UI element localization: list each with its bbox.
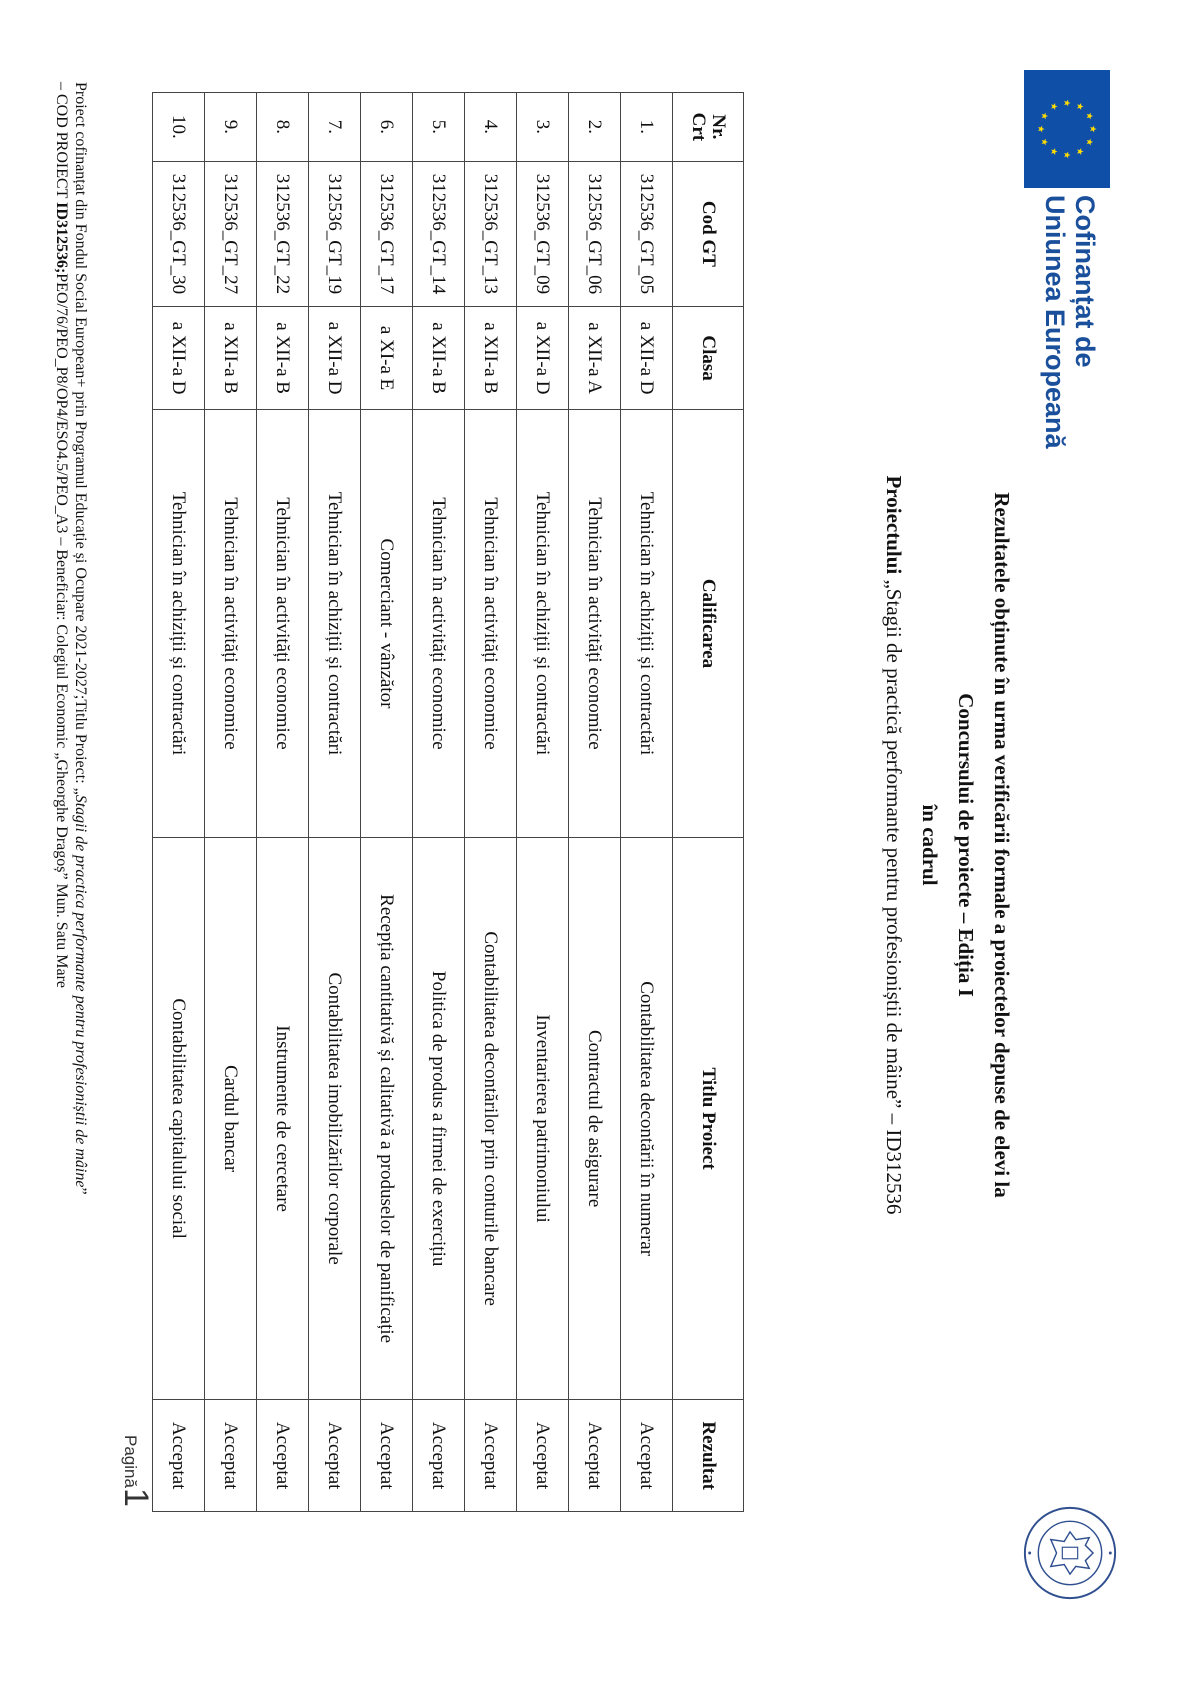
row-nr: 10.	[153, 93, 205, 162]
row-nr: 3.	[517, 93, 569, 162]
eu-star-icon	[1051, 148, 1058, 155]
header-calificarea: Calificarea	[673, 410, 744, 838]
row-cod-gt: 312536_GT_14	[413, 161, 465, 306]
eu-star-icon	[1064, 100, 1071, 107]
footer-project-title: Stagii de practica performante pentru profesioniștii de mâine	[72, 794, 89, 1188]
eu-flag-icon	[1024, 70, 1110, 188]
eu-star-icon	[1077, 103, 1084, 110]
row-rezultat: Acceptat	[205, 1400, 257, 1512]
page-label: Pagină	[121, 1435, 140, 1488]
row-cod-gt: 312536_GT_06	[569, 161, 621, 306]
table-row	[465, 93, 517, 1512]
row-calificarea: Tehnician în activități economice	[257, 410, 309, 838]
footer-line-1	[71, 82, 90, 1642]
header-titlu-proiect: Titlu Proiect	[673, 837, 744, 1399]
footer-code-label: – COD PROIECT	[53, 82, 70, 203]
row-clasa: a XII-a D	[309, 307, 361, 410]
row-titlu-proiect: Cardul bancar	[205, 837, 257, 1399]
document-title	[876, 270, 1020, 1420]
row-cod-gt: 312536_GT_13	[465, 161, 517, 306]
page-number	[116, 1435, 155, 1507]
table-row	[153, 93, 205, 1512]
row-titlu-proiect: Instrumente de cercetare	[257, 837, 309, 1399]
row-clasa: a XI-a E	[361, 307, 413, 410]
eu-star-icon	[1087, 113, 1094, 120]
row-nr: 7.	[309, 93, 361, 162]
row-cod-gt: 312536_GT_09	[517, 161, 569, 306]
row-clasa: a XII-a D	[153, 307, 205, 410]
table-row	[257, 93, 309, 1512]
row-titlu-proiect: Contabilitatea capitalului social	[153, 837, 205, 1399]
eu-star-icon	[1087, 139, 1094, 146]
government-seal-icon	[1022, 1505, 1118, 1601]
row-rezultat: Acceptat	[465, 1400, 517, 1512]
eu-line-1: Cofinanțat de	[1070, 195, 1100, 368]
footer-text-b: ”	[72, 1187, 89, 1195]
row-clasa: a XII-a B	[257, 307, 309, 410]
row-clasa: a XII-a B	[465, 307, 517, 410]
table-row	[517, 93, 569, 1512]
table-header-row	[673, 93, 744, 1512]
row-clasa: a XII-a D	[621, 307, 673, 410]
row-titlu-proiect: Recepția cantitativă și calitativă a produselor de panificație	[361, 837, 413, 1399]
row-clasa: a XII-a D	[517, 307, 569, 410]
row-cod-gt: 312536_GT_27	[205, 161, 257, 306]
eu-star-icon	[1042, 139, 1049, 146]
row-rezultat: Acceptat	[361, 1400, 413, 1512]
header-clasa: Clasa	[673, 307, 744, 410]
table-body	[153, 93, 673, 1512]
title-line-3: în cadrul	[918, 804, 942, 886]
title-project-word: Proiectului	[882, 475, 906, 575]
row-titlu-proiect: Inventarierea patrimoniului	[517, 837, 569, 1399]
table-row	[309, 93, 361, 1512]
eu-line-2: Uniunea Europeană	[1040, 195, 1070, 449]
row-titlu-proiect: Politica de produs a firmei de exercițiu	[413, 837, 465, 1399]
results-table	[152, 92, 744, 1512]
eu-cofinancing-label	[1040, 195, 1100, 449]
row-nr: 4.	[465, 93, 517, 162]
title-line-2: Concursului de proiecte – Ediția I	[954, 693, 978, 997]
footer-note	[52, 82, 90, 1642]
row-nr: 5.	[413, 93, 465, 162]
row-clasa: a XII-a B	[413, 307, 465, 410]
eu-star-icon	[1051, 103, 1058, 110]
row-cod-gt: 312536_GT_22	[257, 161, 309, 306]
row-nr: 1.	[621, 93, 673, 162]
row-rezultat: Acceptat	[309, 1400, 361, 1512]
row-cod-gt: 312536_GT_17	[361, 161, 413, 306]
row-titlu-proiect: Contabilitatea decontării în numerar	[621, 837, 673, 1399]
row-rezultat: Acceptat	[257, 1400, 309, 1512]
row-rezultat: Acceptat	[413, 1400, 465, 1512]
row-calificarea: Tehnician în achiziții și contractări	[621, 410, 673, 838]
title-project-name: „Stagii de practică performante pentru profesioniștii de mâine” – ID312536	[882, 574, 906, 1215]
row-calificarea: Tehnician în activități economice	[465, 410, 517, 838]
table-row	[361, 93, 413, 1512]
eu-star-icon	[1064, 152, 1071, 159]
row-calificarea: Tehnician în activități economice	[413, 410, 465, 838]
row-cod-gt: 312536_GT_19	[309, 161, 361, 306]
title-line-1: Rezultatele obținute în urma verificării formale a proiectelor depuse de elevi la	[990, 492, 1014, 1198]
table-row	[413, 93, 465, 1512]
eu-star-icon	[1077, 148, 1084, 155]
row-titlu-proiect: Contabilitatea imobilizărilor corporale	[309, 837, 361, 1399]
header-nr: Nr. Crt	[673, 93, 744, 162]
footer-line-2	[52, 82, 71, 1642]
row-calificarea: Tehnician în achiziții și contractări	[153, 410, 205, 838]
page-number-value: 1	[117, 1487, 155, 1507]
table-row	[205, 93, 257, 1512]
row-nr: 9.	[205, 93, 257, 162]
row-nr: 2.	[569, 93, 621, 162]
row-calificarea: Tehnician în activități economice	[205, 410, 257, 838]
header-rezultat: Rezultat	[673, 1400, 744, 1512]
row-calificarea: Tehnician în achiziții și contractări	[309, 410, 361, 838]
title-line-4	[876, 270, 912, 1420]
row-rezultat: Acceptat	[517, 1400, 569, 1512]
row-calificarea: Tehnician în achiziții și contractări	[517, 410, 569, 838]
header-cod-gt: Cod GT	[673, 161, 744, 306]
footer-text-a: Proiect cofinanțat din Fondul Social European+ prin Programul Educație și Ocupare 2021-2027;Titlu Proiect: „	[72, 82, 89, 795]
row-titlu-proiect: Contabilitatea decontărilor prin conturile bancare	[465, 837, 517, 1399]
row-calificarea: Comerciant - vânzător	[361, 410, 413, 838]
row-cod-gt: 312536_GT_05	[621, 161, 673, 306]
footer-project-id: ID312536;	[53, 202, 70, 274]
row-clasa: a XII-a B	[205, 307, 257, 410]
table-row	[621, 93, 673, 1512]
rotated-page	[0, 40, 1190, 1650]
eu-star-icon	[1042, 113, 1049, 120]
eu-star-icon	[1090, 126, 1097, 133]
row-rezultat: Acceptat	[621, 1400, 673, 1512]
row-rezultat: Acceptat	[153, 1400, 205, 1512]
table-row	[569, 93, 621, 1512]
footer-beneficiary: PEO/76/PEO_P8/OP4/ESO4.5/PEO_A3 – Beneficiar: Colegiul Economic „Gheorghe Dragoș” Mun. Satu Mare	[53, 273, 70, 989]
row-calificarea: Tehnician în activități economice	[569, 410, 621, 838]
row-nr: 6.	[361, 93, 413, 162]
row-titlu-proiect: Contractul de asigurare	[569, 837, 621, 1399]
row-rezultat: Acceptat	[569, 1400, 621, 1512]
row-clasa: a XII-a A	[569, 307, 621, 410]
eu-star-icon	[1038, 126, 1045, 133]
row-nr: 8.	[257, 93, 309, 162]
row-cod-gt: 312536_GT_30	[153, 161, 205, 306]
